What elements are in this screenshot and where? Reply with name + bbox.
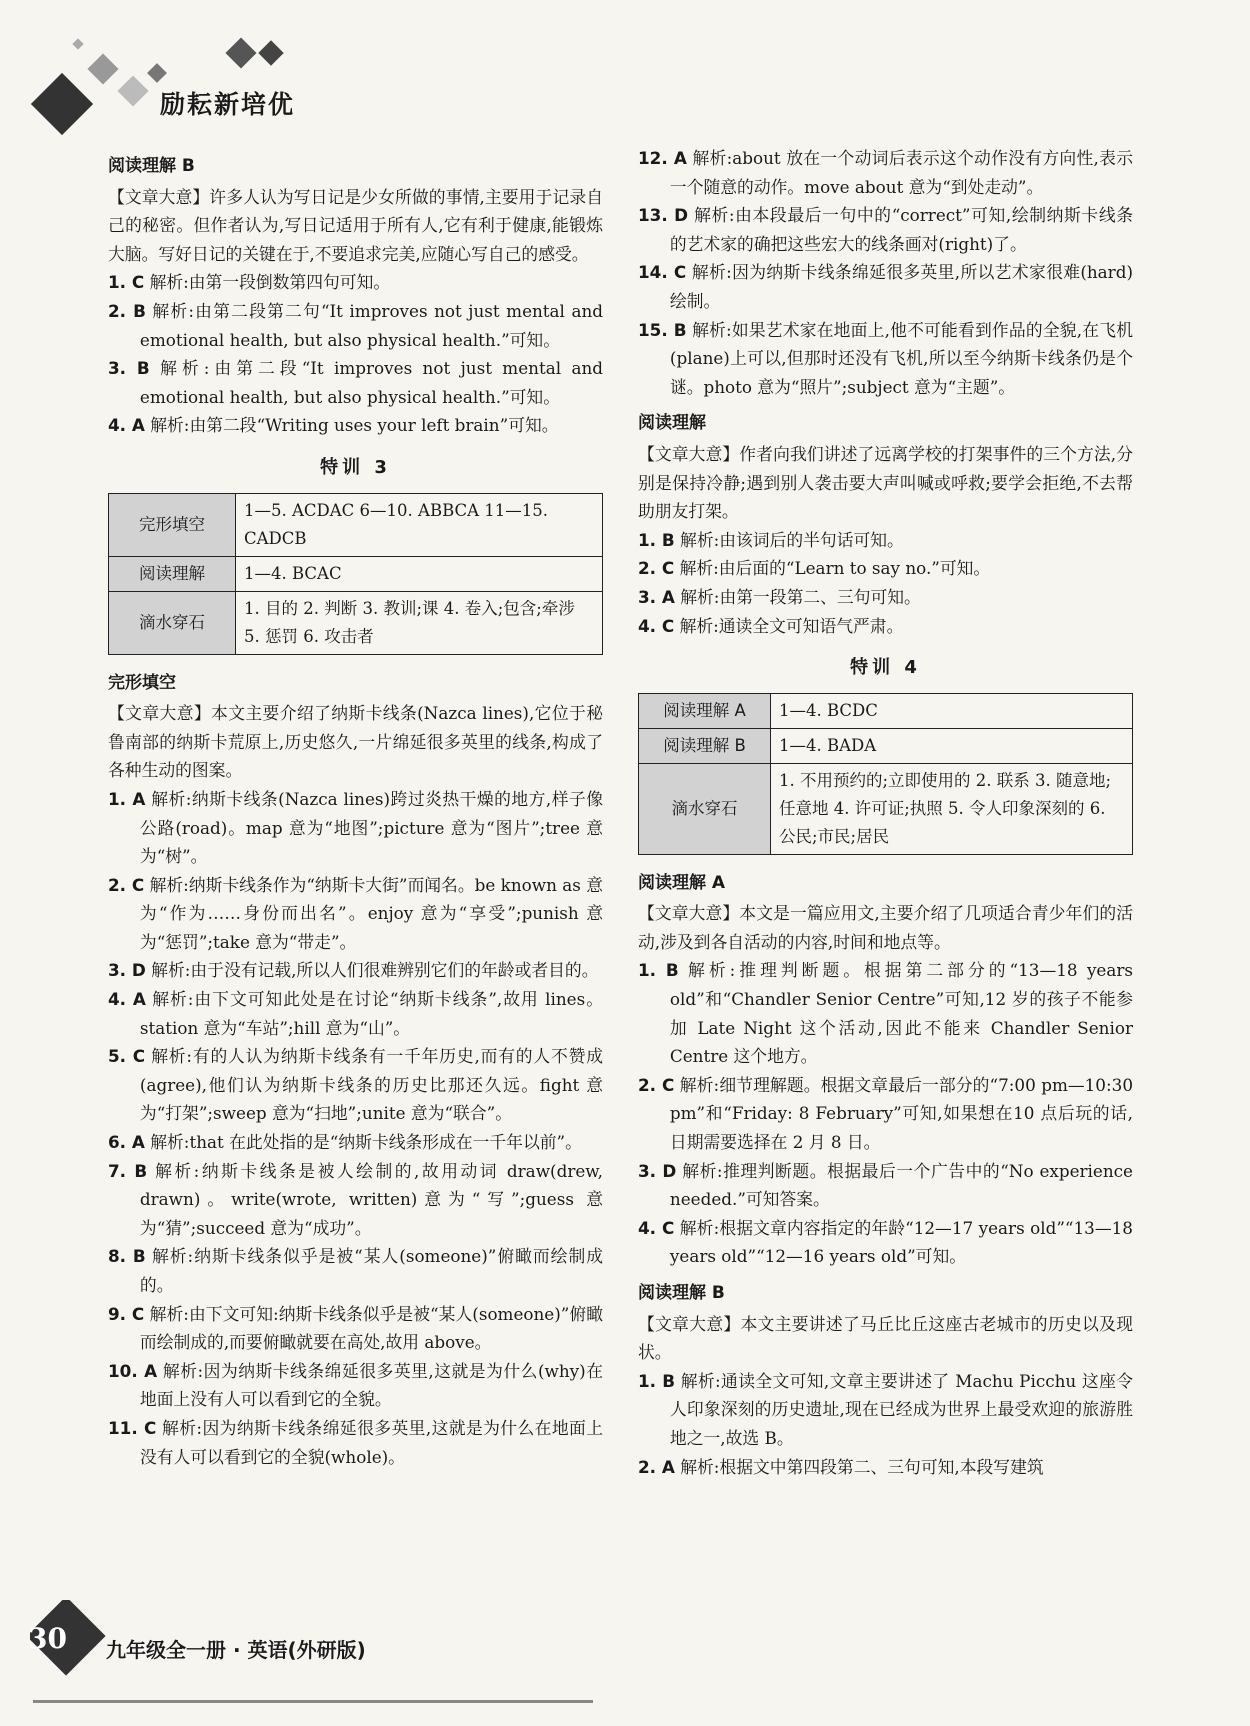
row-value: 1—4. BADA [771,728,1133,763]
answer-explanation: 解析:纳斯卡线条似乎是被“某人(someone)”俯瞰而绘制成的。 [139,1246,603,1295]
summary: 【文章大意】作者向我们讲述了远离学校的打架事件的三个方法,分别是保持冷静;遇到别人袭击要大声叫喊或呼救;要学会拒绝,不去帮助朋友打架。 [638,443,1133,522]
footer-rule [33,1700,593,1703]
answer-explanation: 解析:由本段最后一句中的“correct”可知,绘制纳斯卡线条的艺术家的确把这些宏大的线条画对(right)了。 [669,205,1133,254]
answer-number: 3. D [108,960,146,981]
answer-list [638,956,1133,1271]
answer-item [638,526,1133,555]
answer-item [108,956,603,985]
answer-item [108,297,603,354]
answer-item [108,871,603,957]
answer-explanation: 解析:由该词后的半句话可知。 [680,529,904,550]
answer-number: 4. A [108,415,145,436]
answer-item [108,268,603,297]
answer-item [108,785,603,871]
answer-item [638,583,1133,612]
answer-list [108,785,603,1471]
answer-explanation: 解析:如果艺术家在地面上,他不可能看到作品的全貌,在飞机(plane)上可以,但那时还没有飞机,所以至今纳斯卡线条仍是个谜。photo 意为“照片”;subject 意为“主题”。 [669,319,1133,397]
answer-table [638,693,1133,855]
answer-item [108,1042,603,1128]
row-label: 阅读理解 B [639,728,771,763]
table-row [639,728,1133,763]
answer-explanation: 解析:由第一段倒数第四句可知。 [149,272,391,293]
table-row [639,763,1133,854]
answer-item [638,1367,1133,1453]
table-row [109,493,603,556]
brand-title: 励耘新培优 [160,90,296,119]
answer-list [108,268,603,440]
answer-item [108,1128,603,1157]
table-row [639,693,1133,728]
diamond-decor-icon [117,75,148,106]
diamond-decor-icon [147,63,167,83]
row-value: 1—5. ACDAC 6—10. ABBCA 11—15. CADCB [236,493,603,556]
diamond-decor-icon [87,53,118,84]
answer-item [108,1242,603,1299]
table-row [109,556,603,591]
answer-explanation: 解析:由后面的“Learn to say no.”可知。 [679,558,991,579]
answer-number: 4. A [108,989,146,1010]
answer-number: 1. B [638,960,679,981]
answer-explanation: 解析:由于没有记载,所以人们很难辨别它们的年龄或者目的。 [151,960,599,981]
section-title: 阅读理解 B [108,156,195,176]
answer-explanation: 解析:由第二段“It improves not just mental and emotional health, but also physical health.”可知。 [139,358,604,407]
row-label: 阅读理解 A [639,693,771,728]
answer-explanation: 解析:纳斯卡线条作为“纳斯卡大街”而闻名。be known as 意为“作为……身份而出名”。enjoy 意为“享受”;punish 意为“惩罚”;take 意为“带走”。 [139,874,603,952]
row-value: 1. 目的 2. 判断 3. 教训;课 4. 卷入;包含;牵涉 5. 惩罚 6. 攻击者 [236,591,603,654]
summary: 【文章大意】许多人认为写日记是少女所做的事情,主要用于记录自己的秘密。但作者认为,写日记适用于所有人,它有利于健康,能锻炼大脑。写好日记的关键在于,不要追求完美,应随心写自己的感受。 [108,186,603,264]
answer-number: 2. C [638,558,675,579]
answer-number: 11. C [108,1417,157,1438]
answer-explanation: 解析:由第二段第二句“It improves not just mental and emotional health, but also physical health.”可知。 [139,300,603,350]
answer-number: 4. C [638,1217,675,1238]
answer-explanation: 解析:有的人认为纳斯卡线条有一千年历史,而有的人不赞成(agree),他们认为纳斯卡线条的历史比那还久远。fight 意为“打架”;sweep 意为“扫地”;unite 意为“联合”。 [139,1046,603,1124]
section-title: 阅读理解 A [638,872,726,893]
answer-number: 1. B [638,529,675,550]
answer-number: 14. C [638,262,687,283]
answer-number: 2. B [108,300,146,321]
section-title: 阅读理解 [638,413,706,434]
row-value: 1. 不用预约的;立即使用的 2. 联系 3. 随意地;任意地 4. 许可证;执照 5. 令人印象深刻的 6. 公民;市民;居民 [771,763,1133,854]
answer-item [108,411,603,440]
answer-item [638,201,1133,258]
answer-explanation: 解析:由第二段“Writing uses your left brain”可知。 [150,415,559,436]
answer-explanation: 解析:纳斯卡线条是被人绘制的,故用动词 draw(drew, drawn)。write(wrote, written)意为“写”;guess 意为“猜”;succeed 意为“成功”。 [139,1160,604,1238]
left-column [108,148,603,1471]
table-row [109,591,603,654]
answer-explanation: 解析:由第一段第二、三句可知。 [680,586,921,607]
answer-number: 6. A [108,1132,145,1153]
footer-title: 九年级全一册 · 英语(外研版) [106,1638,366,1662]
answer-number: 7. B [108,1160,148,1181]
answer-number: 3. B [108,358,150,379]
row-label: 完形填空 [109,493,236,556]
answer-table [108,493,603,655]
answer-explanation: 解析:细节理解题。根据文章最后一部分的“7:00 pm—10:30 pm”和“Friday: 8 February”可知,如果想在10 点后玩的话,日期需要选择在 2 月 8 日。 [669,1074,1133,1153]
training-title: 特训 4 [850,657,921,679]
right-column [638,144,1133,1481]
answer-item [108,985,603,1042]
answer-item [638,144,1133,201]
diamond-decor-icon [31,73,93,135]
answer-number: 10. A [108,1360,158,1381]
answer-item [638,1157,1133,1214]
summary: 【文章大意】本文是一篇应用文,主要介绍了几项适合青少年们的活动,涉及到各自活动的内容,时间和地点等。 [638,903,1133,952]
section-title: 完形填空 [108,672,176,693]
answer-number: 2. C [108,874,145,895]
answer-item [638,554,1133,583]
answer-number: 5. C [108,1046,146,1067]
answer-item [108,1157,603,1243]
row-value: 1—4. BCDC [771,693,1133,728]
answer-explanation: 解析:根据文中第四段第二、三句可知,本段写建筑 [680,1456,1044,1477]
answer-number: 3. D [638,1160,677,1181]
row-value: 1—4. BCAC [236,556,603,591]
answer-number: 3. A [638,586,675,607]
answer-explanation: 解析:由下文可知:纳斯卡线条似乎是被“某人(someone)”俯瞰而绘制成的,而要俯瞰就要在高处,故用 above。 [139,1303,603,1353]
answer-item [638,956,1133,1070]
answer-number: 2. C [638,1074,675,1095]
answer-item [108,1300,603,1357]
answer-item [108,354,603,411]
answer-item [638,1214,1133,1271]
answer-number: 8. B [108,1246,146,1267]
answer-explanation: 解析:因为纳斯卡线条绵延很多英里,这就是为什么(why)在地面上没有人可以看到它的全貌。 [139,1360,603,1410]
section-title: 阅读理解 B [638,1283,725,1303]
answer-number: 9. C [108,1303,145,1324]
answer-item [638,258,1133,315]
diamond-decor-icon [72,38,83,49]
answer-list [638,526,1133,640]
answer-explanation: 解析:that 在此处指的是“纳斯卡线条形成在一千年以前”。 [150,1132,582,1153]
answer-list [638,1367,1133,1481]
answer-explanation: 解析:推理判断题。根据最后一个广告中的“No experience needed.”可知答案。 [669,1160,1133,1210]
answer-item [638,316,1133,402]
diamond-decor-icon [225,37,256,68]
answer-explanation: 解析:推理判断题。根据第二部分的“13—18 years old”和“Chandler Senior Centre”可知,12 岁的孩子不能参加 Late Night 这个活动,因此不能来 Chandler Senior Centre 这个地方。 [669,960,1133,1067]
answer-number: 1. A [108,788,146,809]
answer-number: 2. A [638,1456,675,1477]
answer-number: 4. C [638,615,675,636]
answer-item [638,1071,1133,1157]
row-label: 滴水穿石 [109,591,236,654]
answer-explanation: 解析:根据文章内容指定的年龄“12—17 years old”“13—18 years old”“12—16 years old”可知。 [669,1217,1133,1267]
page-number: 30 [28,1622,67,1655]
answer-explanation: 解析:通读全文可知,文章主要讲述了 Machu Picchu 这座令人印象深刻的历史遗址,现在已经成为世界上最受欢迎的旅游胜地之一,故选 B。 [669,1370,1133,1448]
answer-item [108,1414,603,1471]
answer-item [638,612,1133,641]
summary: 【文章大意】本文主要讲述了马丘比丘这座古老城市的历史以及现状。 [638,1313,1133,1363]
answer-explanation: 解析:因为纳斯卡线条绵延很多英里,所以艺术家很难(hard)绘制。 [669,262,1133,311]
answer-number: 1. C [108,272,145,293]
answer-explanation: 解析:由下文可知此处是在讨论“纳斯卡线条”,故用 lines。station 意为“车站”;hill 意为“山”。 [139,989,603,1038]
answer-explanation: 解析:about 放在一个动词后表示这个动作没有方向性,表示一个随意的动作。move about 意为“到处走动”。 [669,148,1133,197]
answer-explanation: 解析:因为纳斯卡线条绵延很多英里,这就是为什么在地面上没有人可以看到它的全貌(whole)。 [139,1417,604,1467]
summary: 【文章大意】本文主要介绍了纳斯卡线条(Nazca lines),它位于秘鲁南部的纳斯卡荒原上,历史悠久,一片绵延很多英里的线条,构成了各种生动的图案。 [108,703,603,781]
answer-number: 12. A [638,148,687,168]
answer-item [108,1357,603,1414]
row-label: 阅读理解 [109,556,236,591]
training-title: 特训 3 [320,456,391,478]
answer-list [638,144,1133,401]
diamond-decor-icon [258,40,283,65]
answer-explanation: 解析:通读全文可知语气严肃。 [679,615,904,636]
answer-explanation: 解析:纳斯卡线条(Nazca lines)跨过炎热干燥的地方,样子像公路(road)。map 意为“地图”;picture 意为“图片”;tree 意为“树”。 [139,788,604,867]
answer-number: 13. D [638,205,689,226]
answer-item [638,1453,1133,1482]
row-label: 滴水穿石 [639,763,771,854]
answer-number: 1. B [638,1370,676,1391]
answer-number: 15. B [638,319,687,340]
